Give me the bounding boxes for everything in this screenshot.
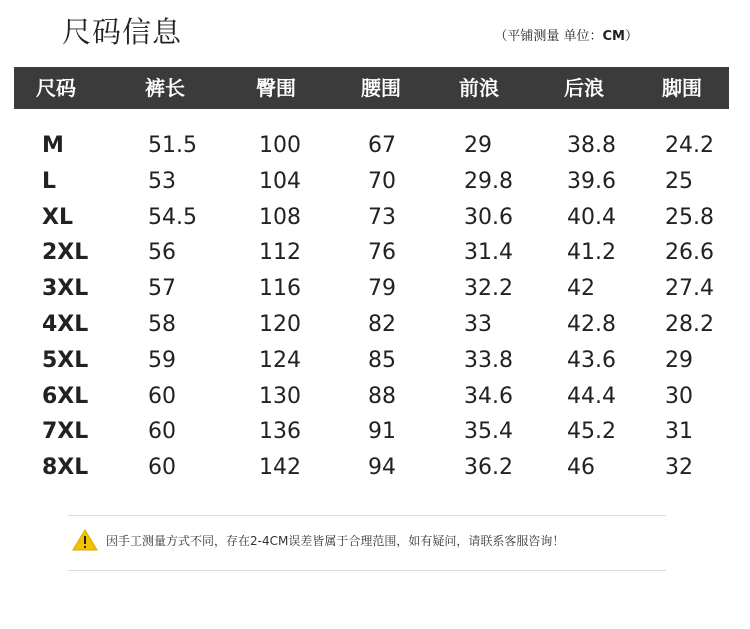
measurement-cell: 60 [148,419,176,445]
measurement-cell: 142 [259,455,301,481]
size-label: 3XL [42,276,89,302]
table-row [0,379,750,415]
measurement-cell: 85 [368,347,396,373]
measurement-cell: 33.8 [464,347,513,373]
measurement-cell: 82 [368,312,396,337]
warning-icon [72,529,98,551]
measurement-cell: 28.2 [665,312,714,337]
divider-bottom [68,570,666,571]
measurement-cell: 45.2 [567,419,616,445]
size-label: L [42,168,57,194]
header-waist: 腰围 [361,76,401,100]
measurement-cell: 46 [567,455,595,481]
measurement-cell: 38.8 [567,133,616,158]
table-row [0,235,750,271]
measurement-cell: 104 [259,168,301,194]
table-row [0,164,750,200]
table-row [0,128,750,164]
measurement-cell: 100 [259,133,301,158]
measurement-cell: 70 [368,168,396,194]
page-title: 尺码信息 [62,15,183,49]
measurement-cell: 130 [259,383,301,409]
measurement-cell: 73 [368,204,396,230]
table-row [0,414,750,450]
measurement-cell: 116 [259,276,301,302]
size-label: 7XL [42,419,89,445]
measurement-cell: 79 [368,276,396,302]
measurement-cell: 57 [148,276,176,302]
divider-top [68,515,666,516]
measurement-cell: 34.6 [464,383,513,409]
unit-note-unit: CM [602,29,625,44]
table-row [0,450,750,486]
table-row [0,343,750,379]
measurement-cell: 54.5 [148,204,197,230]
header-back-rise: 后浪 [564,76,604,100]
measurement-cell: 30 [665,383,693,409]
measurement-cell: 25.8 [665,204,714,230]
measurement-cell: 44.4 [567,383,616,409]
measurement-cell: 124 [259,347,301,373]
measurement-cell: 26.6 [665,240,714,266]
measurement-cell: 136 [259,419,301,445]
header-leg-opening: 脚围 [662,76,702,100]
measurement-cell: 42 [567,276,595,302]
size-label: 6XL [42,383,89,409]
table-row [0,307,750,343]
table-row [0,200,750,236]
measurement-cell: 33 [464,312,492,337]
measurement-cell: 36.2 [464,455,513,481]
header-size: 尺码 [36,76,76,100]
measurement-cell: 29.8 [464,168,513,194]
measurement-cell: 58 [148,312,176,337]
measurement-cell: 59 [148,347,176,373]
unit-note [494,25,638,44]
measurement-cell: 41.2 [567,240,616,266]
header-front-rise: 前浪 [459,76,499,100]
measurement-cell: 25 [665,168,693,194]
size-label: 2XL [42,240,89,266]
measurement-cell: 30.6 [464,204,513,230]
header-pants-length: 裤长 [145,76,185,100]
measurement-cell: 32.2 [464,276,513,302]
measurement-cell: 31.4 [464,240,513,266]
size-label: 4XL [42,312,89,337]
footer-note-row [72,529,564,551]
size-label: 8XL [42,455,89,481]
table-row [0,271,750,307]
measurement-cell: 67 [368,133,396,158]
measurement-cell: 32 [665,455,693,481]
measurement-cell: 112 [259,240,301,266]
measurement-cell: 24.2 [665,133,714,158]
measurement-cell: 40.4 [567,204,616,230]
measurement-cell: 53 [148,168,176,194]
header-hip: 臀围 [256,76,296,100]
measurement-cell: 35.4 [464,419,513,445]
measurement-cell: 39.6 [567,168,616,194]
measurement-cell: 56 [148,240,176,266]
measurement-cell: 31 [665,419,693,445]
measurement-cell: 108 [259,204,301,230]
measurement-cell: 51.5 [148,133,197,158]
measurement-cell: 27.4 [665,276,714,302]
size-label: M [42,133,64,158]
measurement-cell: 94 [368,455,396,481]
measurement-cell: 43.6 [567,347,616,373]
measurement-cell: 29 [464,133,492,158]
size-label: XL [42,204,73,230]
measurement-cell: 29 [665,347,693,373]
unit-note-prefix: （平铺测量 单位： [494,29,603,44]
unit-note-suffix: ） [624,29,638,44]
measurement-cell: 76 [368,240,396,266]
measurement-cell: 60 [148,383,176,409]
measurement-cell: 60 [148,455,176,481]
footer-note: 因手工测量方式不同，存在2-4CM误差皆属于合理范围，如有疑问，请联系客服咨询！ [106,533,565,548]
table-header [14,67,729,109]
size-label: 5XL [42,347,89,373]
measurement-cell: 88 [368,383,396,409]
measurement-cell: 120 [259,312,301,337]
measurement-cell: 42.8 [567,312,616,337]
measurement-cell: 91 [368,419,396,445]
